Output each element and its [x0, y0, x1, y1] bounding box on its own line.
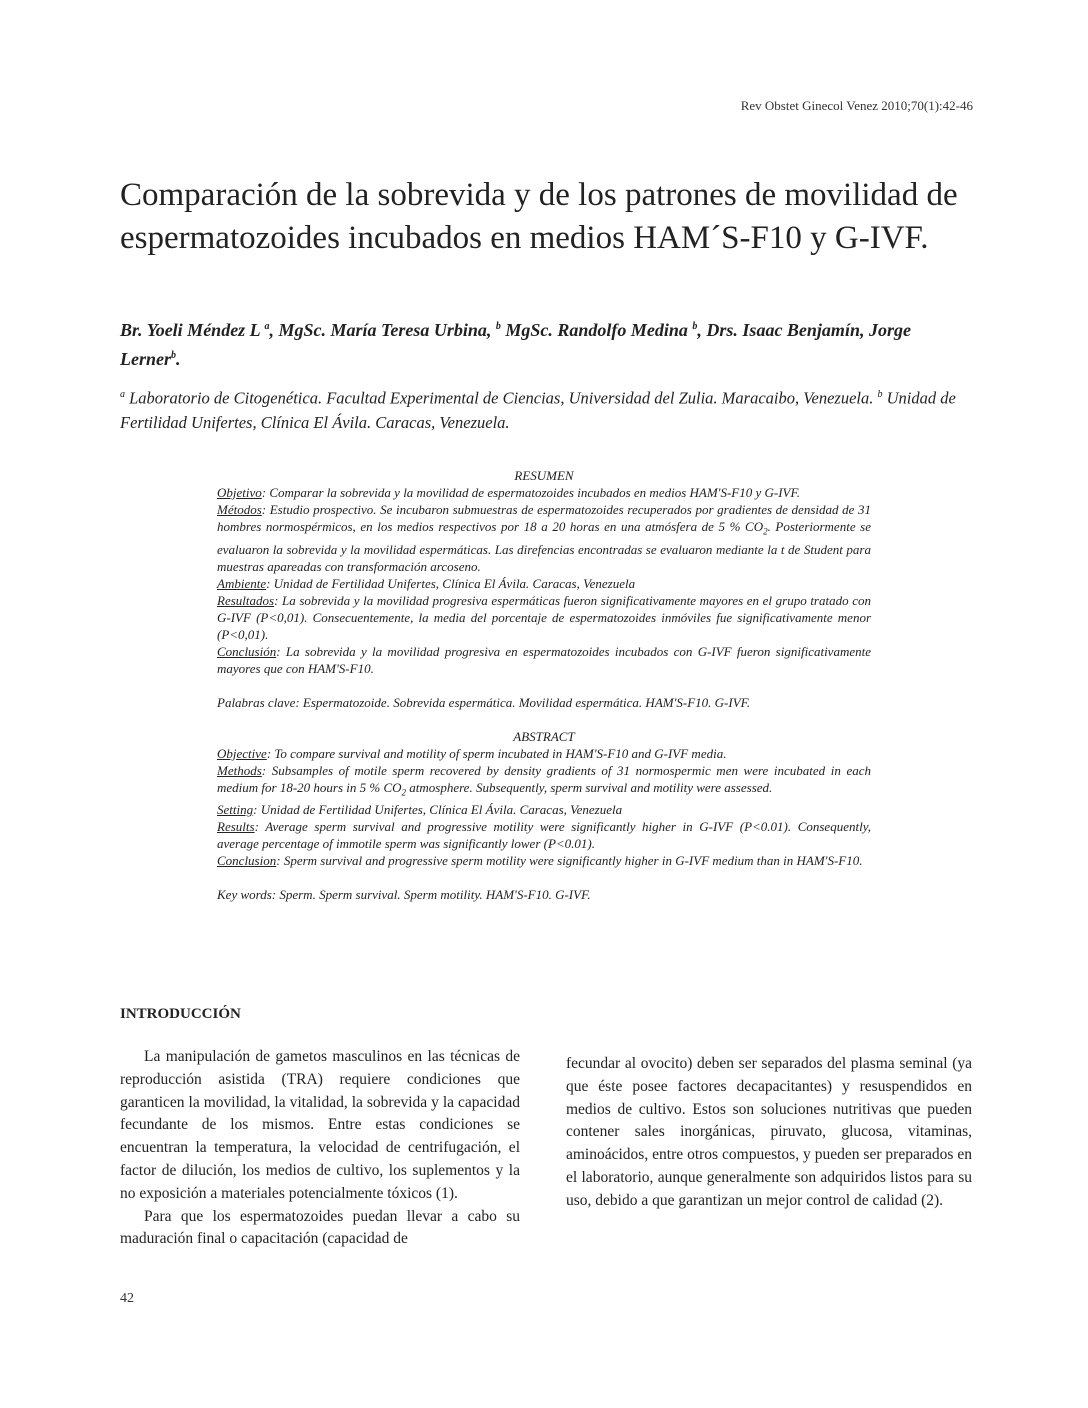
abstract-conclusion-label: Conclusion: [217, 853, 277, 869]
abstract-results: [217, 818, 871, 852]
article-title: Comparación de la sobrevida y de los patrones de movilidad de espermatozoides incubados en medios HAM´S-F10 y G-IVF.: [120, 177, 958, 256]
abstract-methods-text-2: atmosphere. Subsequently, sperm survival and motility were assessed.: [406, 779, 773, 795]
resumen-resultados-label: Resultados: [217, 592, 275, 608]
resumen-objetivo: [217, 484, 871, 501]
resumen-metodos: [217, 501, 871, 575]
affil-b-mark: b: [877, 389, 883, 400]
body-column-right: [566, 1053, 972, 1213]
resumen-metodos-text-2: . Posteriormente se evaluaron la sobrevida y la movilidad espermáticas. Las direfencias encontradas se evaluaron mediante la t de Student para muestras apareadas con transformación arcoseno.: [217, 519, 872, 574]
resumen-conclusion-text: : La sobrevida y la movilidad progresiva en espermatozoides incubados con G-IVF fueron significativamente mayores que con HAM'S-F10.: [217, 643, 871, 676]
author-4: , Drs. Isaac Benjamín, Jorge Lerner: [120, 320, 911, 369]
journal-reference: Rev Obstet Ginecol Venez 2010;70(1):42-46: [740, 98, 973, 113]
author-list-end: .: [176, 349, 181, 369]
resumen-heading: RESUMEN: [514, 468, 574, 483]
author-2-affil-mark: b: [495, 321, 501, 332]
author-list: [120, 314, 960, 372]
author-2: , MgSc. María Teresa Urbina,: [269, 320, 492, 340]
resumen-objetivo-text: : Comparar la sobrevida y la movilidad de espermatozoides incubados en medios HAM'S-F10 y G-IVF.: [261, 485, 800, 500]
abstract-methods-sub: 2: [401, 787, 407, 798]
abstract-methods-text-1: : Subsamples of motile sperm recovered by density gradients of 31 normospermic men were incubated in each medium for 18-20 hours in 5 % CO: [217, 762, 871, 795]
affil-b: Unidad de Fertilidad Unifertes, Clínica El Ávila. Caracas, Venezuela.: [120, 388, 956, 432]
affiliations: [120, 383, 960, 435]
abstract-keywords: Key words: Sperm. Sperm survival. Sperm motility. HAM'S-F10. G-IVF.: [217, 887, 591, 903]
resumen-metodos-label: Métodos: [217, 502, 262, 517]
abstract-conclusion: [217, 852, 871, 869]
intro-paragraph-2: Para que los espermatozoides puedan llevar a cabo su maduración final o capacitación (capacidad de: [120, 1207, 520, 1248]
resumen-ambiente-text: : Unidad de Fertilidad Unifertes, Clínica El Ávila. Caracas, Venezuela: [266, 575, 636, 591]
page-number: 42: [120, 1291, 134, 1306]
resumen-resultados-text: : La sobrevida y la movilidad progresiva espermáticas fueron significativamente mayores en el grupo tratado con G-IVF (P<0,01). Consecuentemente, la media del porcentaje de espermatozoides inmóviles fue significativamente menor (P<0,01).: [217, 592, 871, 642]
abstract-setting-text: : Unidad de Fertilidad Unifertes, Clínica El Ávila. Caracas, Venezuela: [253, 802, 623, 818]
abstract-objective-label: Objective: [217, 745, 267, 761]
abstract-block: [217, 467, 871, 903]
affil-a: Laboratorio de Citogenética. Facultad Experimental de Ciencias, Universidad del Zulia. Maracaibo, Venezuela.: [129, 388, 874, 408]
resumen-metodos-text-1: : Estudio prospectivo. Se incubaron submuestras de espermatozoides recuperados por gradientes de densidad de 31 hombres normospérmicos, en los medios respectivos por 18 a 20 horas en una atmósfera de 5 % CO: [217, 502, 871, 534]
author-1-affil-mark: a: [264, 321, 270, 332]
author-3-affil-mark: b: [692, 321, 698, 332]
author-4-affil-mark: b: [171, 350, 176, 361]
intro-paragraph-1: La manipulación de gametos masculinos en las técnicas de reproducción asistida (TRA) requiere condiciones que garanticen la movilidad, la vitalidad, la sobrevida y la capacidad fecundante de los mismos. Entre estas condiciones se encuentran la temperatura, la velocidad de centrifugación, el factor de dilución, los medios de cultivo, los suplementos y la no exposición a materiales potencialmente tóxicos (1).: [120, 1048, 520, 1202]
intro-heading: INTRODUCCIÓN: [120, 1006, 241, 1022]
affil-a-mark: a: [120, 389, 125, 400]
abstract-setting-label: Setting: [217, 802, 254, 818]
resumen-metodos-sub: 2: [763, 526, 768, 537]
abstract-objective: [217, 745, 871, 762]
abstract-heading: ABSTRACT: [513, 728, 575, 744]
abstract-objective-text: : To compare survival and motility of sperm incubated in HAM'S-F10 and G-IVF media.: [266, 745, 727, 761]
body-column-left: [120, 1046, 520, 1251]
abstract-setting: [217, 801, 871, 818]
abstract-methods: [217, 762, 871, 802]
resumen-conclusion-label: Conclusión: [217, 643, 277, 659]
author-1: Br. Yoeli Méndez L: [120, 320, 261, 340]
author-3: MgSc. Randolfo Medina: [505, 320, 688, 340]
resumen-resultados: [217, 592, 871, 643]
abstract-results-label: Results: [217, 819, 255, 835]
resumen-keywords: Palabras clave: Espermatozoide. Sobrevida espermática. Movilidad espermática. HAM'S-F10. G-IVF.: [217, 694, 751, 710]
abstract-conclusion-text: : Sperm survival and progressive sperm motility were significantly higher in G-IVF medium than in HAM'S-F10.: [276, 853, 863, 869]
resumen-ambiente-label: Ambiente: [217, 575, 267, 591]
resumen-conclusion: [217, 643, 871, 677]
resumen-objetivo-label: Objetivo: [217, 485, 262, 500]
resumen-ambiente: [217, 575, 871, 592]
abstract-results-text: : Average sperm survival and progressive motility were significantly higher in G-IVF (P<0.01). Consequently, average percentage of immotile sperm was significantly lower (P<0.01).: [217, 819, 871, 852]
abstract-methods-label: Methods: [217, 762, 262, 778]
intro-paragraph-3: fecundar al ovocito) deben ser separados del plasma seminal (ya que éste posee factores decapacitantes) y resuspendidos en medios de cultivo. Estos son soluciones nutritivas que pueden contener sales inorgánicas, piruvato, glucosa, vitaminas, aminoácidos, entre otros compuestos, y pueden ser preparados en el laboratorio, aunque generalmente son adquiridos listos para su uso, debido a que garantizan un mejor control de calidad (2).: [566, 1055, 972, 1209]
